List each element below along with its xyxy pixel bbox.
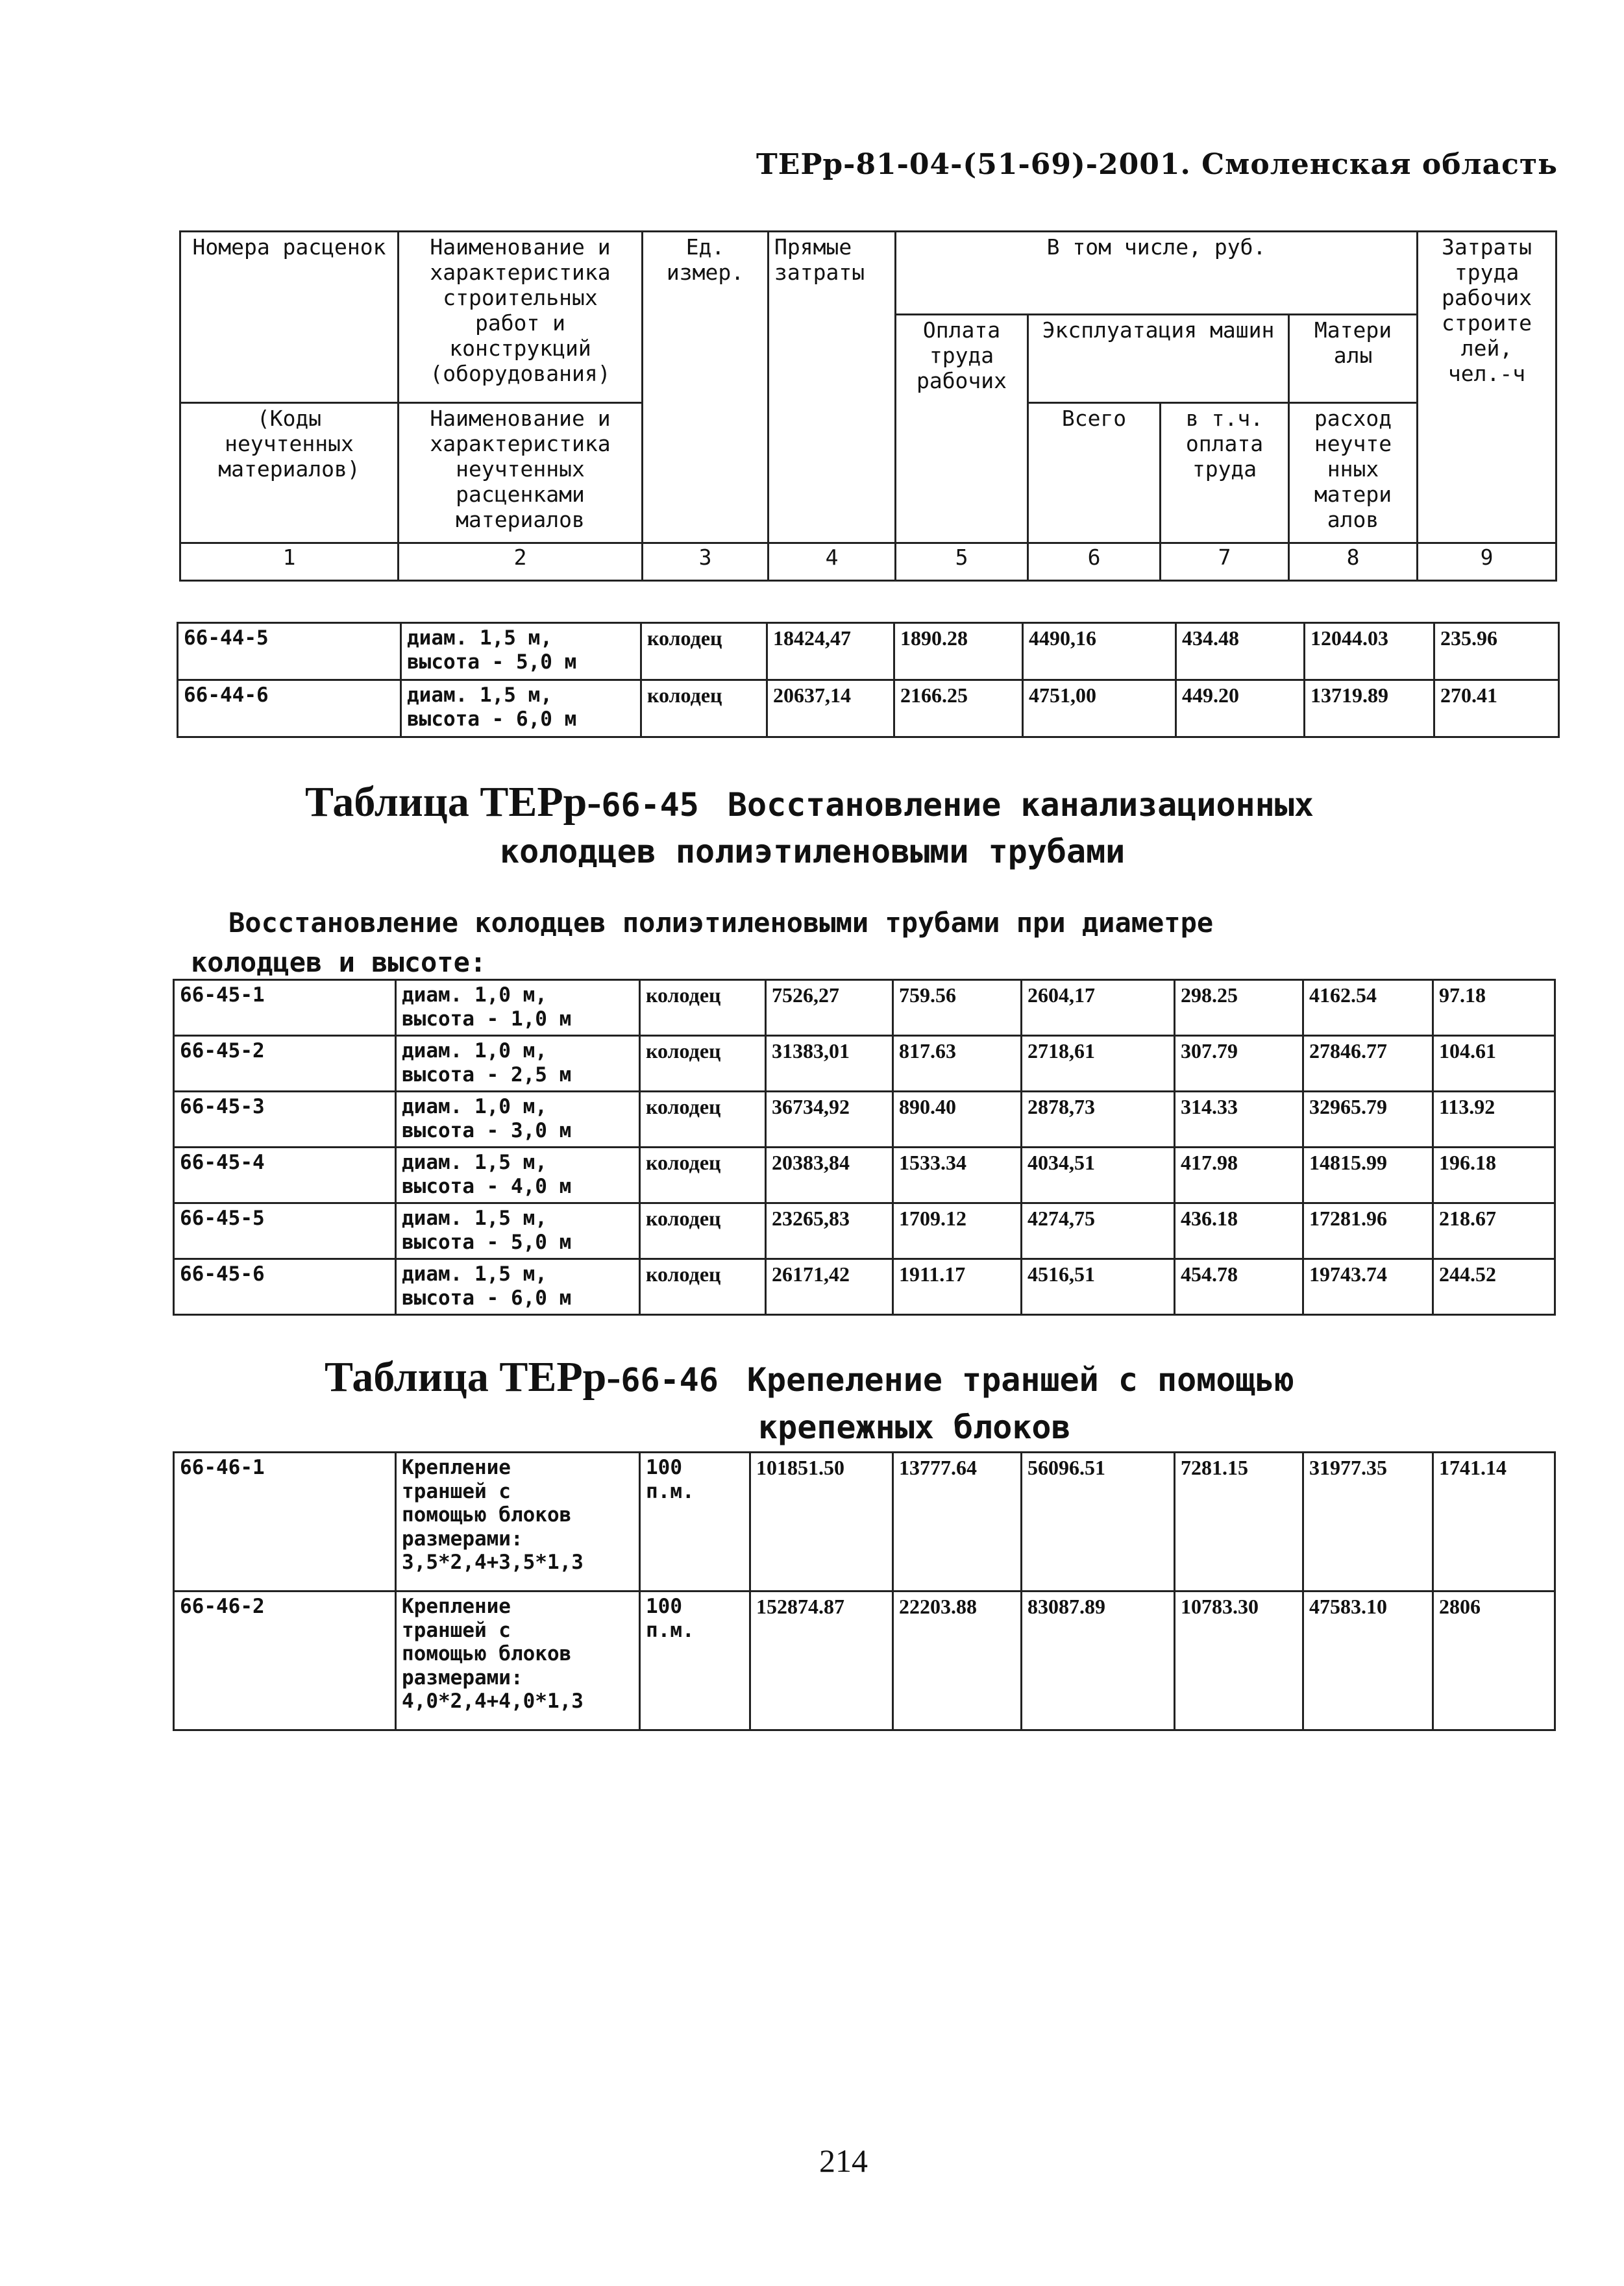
row-materials: 27846.77	[1303, 1036, 1433, 1092]
header-codes: Номера расценок	[180, 232, 399, 403]
table-66-46-caption	[325, 1353, 1493, 1402]
row-name: диам. 1,5 м, высота - 5,0 м	[401, 623, 641, 680]
row-machines-labor: 417.98	[1175, 1148, 1303, 1203]
row-machines: 4274,75	[1022, 1203, 1175, 1259]
header-machines-labor: в т.ч. оплата труда	[1161, 403, 1289, 543]
row-machines-labor: 454.78	[1175, 1259, 1303, 1315]
row-direct: 101851.50	[750, 1453, 893, 1592]
page-number: 214	[819, 2143, 868, 2179]
col-number: 7	[1161, 543, 1289, 581]
col-number: 2	[399, 543, 643, 581]
row-machines-labor: 10783.30	[1175, 1592, 1303, 1730]
row-hours: 2806	[1433, 1592, 1555, 1730]
table-66-45-subheading-line1: Восстановление колодцев полиэтиленовыми трубами при диаметре	[228, 907, 1214, 939]
row-labor: 13777.64	[893, 1453, 1022, 1592]
row-direct: 152874.87	[750, 1592, 893, 1730]
table-row	[174, 1592, 1555, 1730]
row-unit: колодец	[641, 680, 767, 737]
row-materials: 17281.96	[1303, 1203, 1433, 1259]
row-machines-labor: 314.33	[1175, 1092, 1303, 1148]
col-number: 6	[1028, 543, 1161, 581]
row-hours: 244.52	[1433, 1259, 1555, 1315]
table-row	[178, 623, 1559, 680]
row-direct: 23265,83	[766, 1203, 893, 1259]
caption-code: 66-45	[601, 786, 699, 824]
row-labor: 1890.28	[894, 623, 1023, 680]
row-labor: 2166.25	[894, 680, 1023, 737]
row-code: 66-45-6	[174, 1259, 396, 1315]
row-name: диам. 1,0 м, высота - 1,0 м	[396, 980, 640, 1036]
table-66-45-caption	[305, 778, 1473, 827]
col-number: 4	[769, 543, 896, 581]
row-hours: 113.92	[1433, 1092, 1555, 1148]
row-unit: 100 п.м.	[640, 1592, 750, 1730]
row-direct: 7526,27	[766, 980, 893, 1036]
row-code: 66-46-1	[174, 1453, 396, 1592]
row-name: диам. 1,5 м, высота - 5,0 м	[396, 1203, 640, 1259]
row-materials: 32965.79	[1303, 1092, 1433, 1148]
header-work-name: Наименование и характеристика строительных работ и конструкций (оборудования)	[399, 232, 643, 403]
header-machines-total: Всего	[1028, 403, 1161, 543]
row-unit: колодец	[640, 1092, 766, 1148]
row-labor: 1709.12	[893, 1203, 1022, 1259]
col-number: 5	[896, 543, 1028, 581]
col-number: 1	[180, 543, 399, 581]
caption-prefix: Таблица ТЕРр-	[325, 1353, 621, 1401]
col-number: 9	[1418, 543, 1556, 581]
row-labor: 759.56	[893, 980, 1022, 1036]
row-machines: 2878,73	[1022, 1092, 1175, 1148]
table-row	[174, 980, 1555, 1036]
row-code: 66-45-3	[174, 1092, 396, 1148]
row-name: диам. 1,5 м, высота - 4,0 м	[396, 1148, 640, 1203]
row-code: 66-45-2	[174, 1036, 396, 1092]
row-machines: 4034,51	[1022, 1148, 1175, 1203]
row-code: 66-44-5	[178, 623, 401, 680]
row-machines-labor: 436.18	[1175, 1203, 1303, 1259]
row-direct: 20383,84	[766, 1148, 893, 1203]
row-unit: 100 п.м.	[640, 1453, 750, 1592]
row-unit: колодец	[640, 1203, 766, 1259]
table-row	[174, 1203, 1555, 1259]
row-hours: 270.41	[1434, 680, 1559, 737]
row-code: 66-45-4	[174, 1148, 396, 1203]
header-direct-costs: Прямые затраты	[769, 232, 896, 543]
row-code: 66-45-1	[174, 980, 396, 1036]
row-direct: 20637,14	[767, 680, 894, 737]
row-hours: 196.18	[1433, 1148, 1555, 1203]
row-machines-labor: 307.79	[1175, 1036, 1303, 1092]
header-labor-hours: Затраты труда рабочих строите лей, чел.-ч	[1418, 232, 1556, 543]
row-direct: 18424,47	[767, 623, 894, 680]
header-unit: Ед. измер.	[643, 232, 769, 543]
caption-prefix: Таблица ТЕРр-	[305, 778, 602, 826]
col-number: 3	[643, 543, 769, 581]
row-materials: 4162.54	[1303, 980, 1433, 1036]
page-header-title: ТЕРр-81-04-(51-69)-2001. Смоленская область	[756, 148, 1558, 181]
table-66-44-rows	[177, 622, 1560, 738]
row-hours: 97.18	[1433, 980, 1555, 1036]
row-machines: 2604,17	[1022, 980, 1175, 1036]
row-labor: 22203.88	[893, 1592, 1022, 1730]
row-materials: 13719.89	[1305, 680, 1434, 737]
table-66-45-subheading-line2: колодцев и высоте:	[191, 946, 487, 978]
row-hours: 104.61	[1433, 1036, 1555, 1092]
row-unit: колодец	[640, 1036, 766, 1092]
caption-title-line2: крепежных блоков	[758, 1408, 1071, 1446]
row-machines-labor: 434.48	[1176, 623, 1305, 680]
row-labor: 1911.17	[893, 1259, 1022, 1315]
row-machines: 4516,51	[1022, 1259, 1175, 1315]
row-hours: 218.67	[1433, 1203, 1555, 1259]
row-code: 66-46-2	[174, 1592, 396, 1730]
row-direct: 36734,92	[766, 1092, 893, 1148]
row-name: Крепление траншей с помощью блоков размерами: 3,5*2,4+3,5*1,3	[396, 1453, 640, 1592]
row-unit: колодец	[640, 1148, 766, 1203]
row-hours: 235.96	[1434, 623, 1559, 680]
table-66-46	[173, 1451, 1556, 1731]
table-row	[178, 680, 1559, 737]
row-labor: 890.40	[893, 1092, 1022, 1148]
row-materials: 31977.35	[1303, 1453, 1433, 1592]
row-materials: 19743.74	[1303, 1259, 1433, 1315]
caption-title-line2: колодцев полиэтиленовыми трубами	[500, 833, 1126, 870]
row-machines: 2718,61	[1022, 1036, 1175, 1092]
caption-title-line1: Восстановление канализационных	[727, 786, 1314, 824]
row-labor: 1533.34	[893, 1148, 1022, 1203]
header-material-codes: (Коды неучтенных материалов)	[180, 403, 399, 543]
header-materials: Матери алы	[1289, 315, 1418, 403]
row-machines-labor: 7281.15	[1175, 1453, 1303, 1592]
row-name: диам. 1,5 м, высота - 6,0 м	[401, 680, 641, 737]
header-including-group: В том числе, руб.	[896, 232, 1418, 315]
row-unit: колодец	[640, 980, 766, 1036]
caption-title-line1: Крепеление траншей с помощью	[746, 1361, 1294, 1399]
row-machines-labor: 449.20	[1176, 680, 1305, 737]
row-machines: 4490,16	[1023, 623, 1176, 680]
table-row	[174, 1092, 1555, 1148]
row-name: Крепление траншей с помощью блоков размерами: 4,0*2,4+4,0*1,3	[396, 1592, 640, 1730]
row-name: диам. 1,0 м, высота - 3,0 м	[396, 1092, 640, 1148]
row-labor: 817.63	[893, 1036, 1022, 1092]
row-name: диам. 1,5 м, высота - 6,0 м	[396, 1259, 640, 1315]
row-direct: 26171,42	[766, 1259, 893, 1315]
table-66-45	[173, 979, 1556, 1316]
row-hours: 1741.14	[1433, 1453, 1555, 1592]
column-header-table	[179, 230, 1557, 582]
table-row	[174, 1259, 1555, 1315]
row-materials: 47583.10	[1303, 1592, 1433, 1730]
table-row	[174, 1036, 1555, 1092]
header-material-names: Наименование и характеристика неучтенных расценками материалов	[399, 403, 643, 543]
table-row	[174, 1148, 1555, 1203]
row-machines: 4751,00	[1023, 680, 1176, 737]
row-machines-labor: 298.25	[1175, 980, 1303, 1036]
header-machines: Эксплуатация машин	[1028, 315, 1289, 403]
row-code: 66-45-5	[174, 1203, 396, 1259]
row-direct: 31383,01	[766, 1036, 893, 1092]
header-material-consumption: расход неучте нных матери алов	[1289, 403, 1418, 543]
row-materials: 14815.99	[1303, 1148, 1433, 1203]
row-unit: колодец	[641, 623, 767, 680]
row-unit: колодец	[640, 1259, 766, 1315]
row-machines: 56096.51	[1022, 1453, 1175, 1592]
row-materials: 12044.03	[1305, 623, 1434, 680]
row-name: диам. 1,0 м, высота - 2,5 м	[396, 1036, 640, 1092]
caption-code: 66-46	[621, 1361, 719, 1399]
header-labor-pay: Оплата труда рабочих	[896, 315, 1028, 543]
row-machines: 83087.89	[1022, 1592, 1175, 1730]
row-code: 66-44-6	[178, 680, 401, 737]
col-number: 8	[1289, 543, 1418, 581]
table-row	[174, 1453, 1555, 1592]
